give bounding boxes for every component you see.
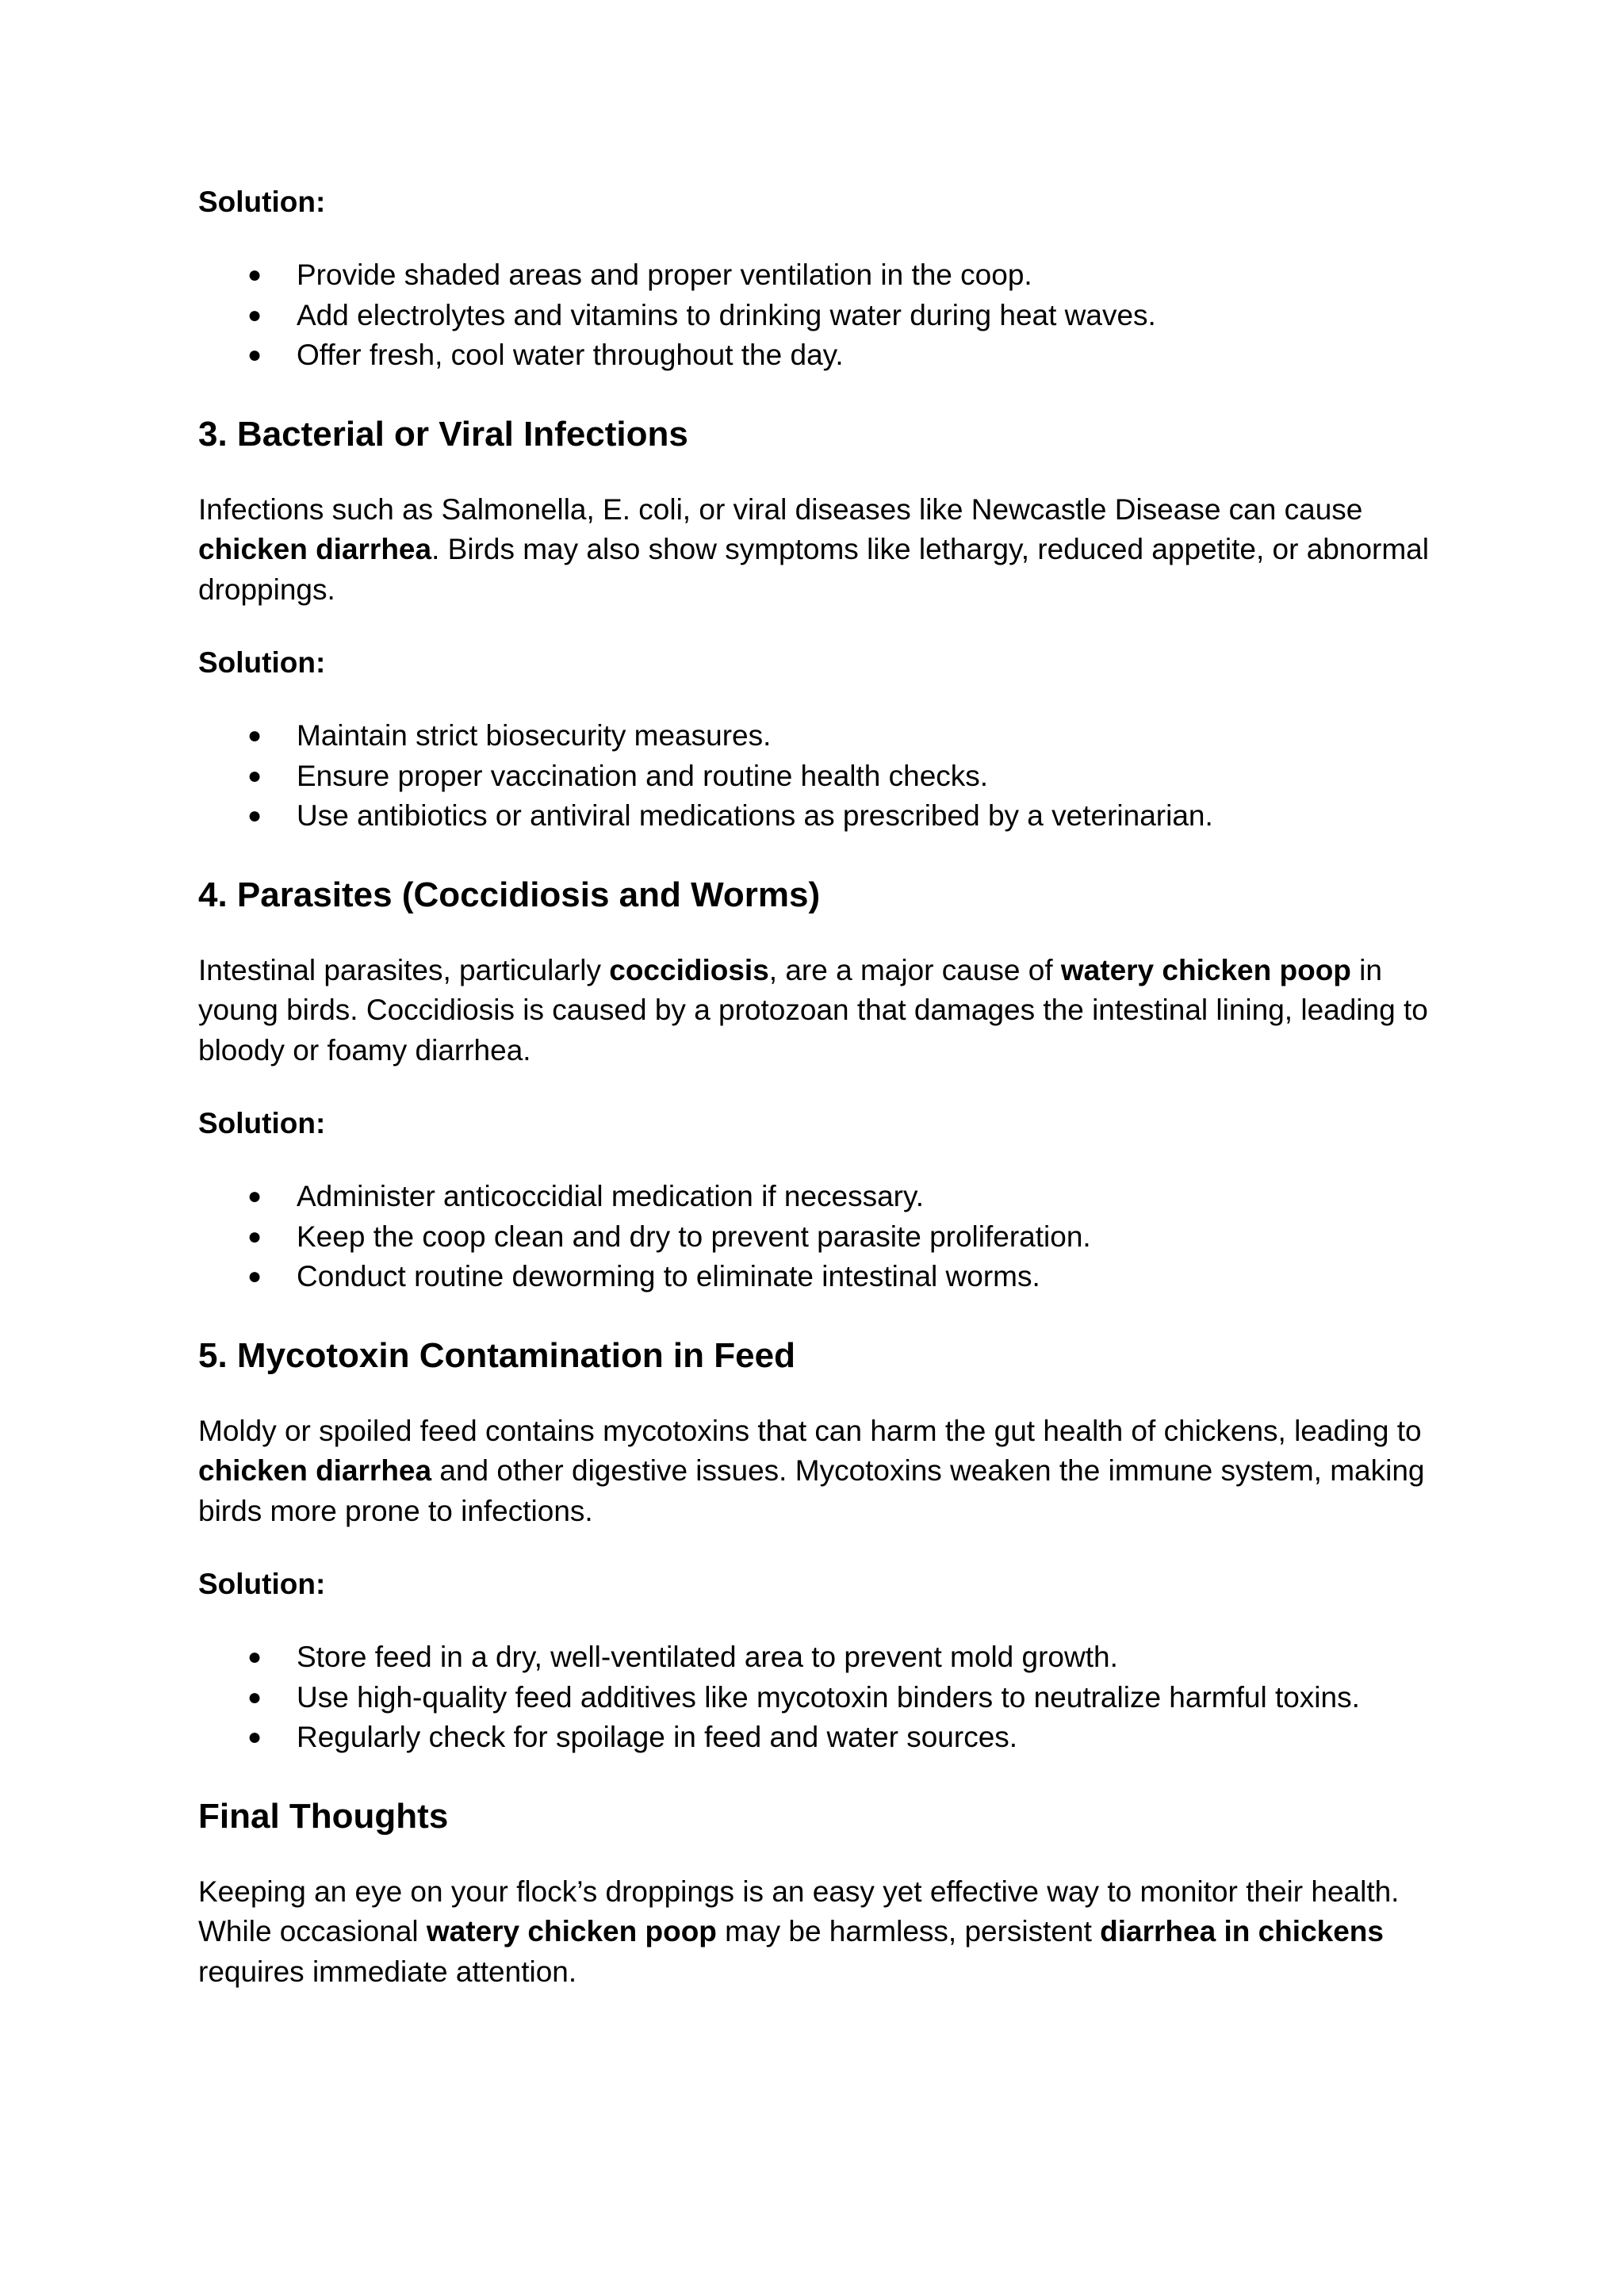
solution-label: Solution: bbox=[198, 1568, 326, 1600]
list-item-text: Administer anticoccidial medication if necessary. bbox=[297, 1180, 925, 1212]
section-heading: Final Thoughts bbox=[198, 1796, 449, 1836]
solution-list bbox=[198, 1637, 1451, 1758]
solution-label: Solution: bbox=[198, 646, 326, 679]
bullet-icon: ● bbox=[247, 1223, 262, 1250]
bullet-icon: ● bbox=[247, 342, 262, 368]
bold-keyword: chicken diarrhea bbox=[198, 533, 432, 565]
solution-list bbox=[198, 716, 1451, 837]
paragraph-text: requires immediate attention. bbox=[198, 1955, 577, 1988]
paragraph-text: . Birds may also show symptoms like lethargy, reduced appetite, or abnormal droppings. bbox=[198, 533, 1429, 606]
bullet-icon: ● bbox=[247, 1263, 262, 1289]
list-item-text: Conduct routine deworming to eliminate intestinal worms. bbox=[297, 1260, 1040, 1293]
bullet-icon: ● bbox=[247, 1644, 262, 1670]
body-paragraph bbox=[198, 490, 1451, 611]
list-item bbox=[198, 796, 1451, 837]
bold-keyword: coccidiosis bbox=[609, 953, 769, 986]
solution-label: Solution: bbox=[198, 186, 326, 218]
bullet-icon: ● bbox=[247, 1683, 262, 1710]
list-item-text: Add electrolytes and vitamins to drinking water during heat waves. bbox=[297, 298, 1156, 331]
list-item bbox=[198, 716, 1451, 756]
list-item-text: Ensure proper vaccination and routine health checks. bbox=[297, 759, 989, 792]
paragraph-text: and other digestive issues. Mycotoxins weaken the immune system, making birds more prone to infections. bbox=[198, 1454, 1425, 1527]
section-heading: 5. Mycotoxin Contamination in Feed bbox=[198, 1335, 795, 1375]
bold-keyword: chicken diarrhea bbox=[198, 1454, 432, 1487]
list-item-text: Offer fresh, cool water throughout the day. bbox=[297, 339, 844, 371]
bold-keyword: watery chicken poop bbox=[1060, 953, 1351, 986]
paragraph-text: Infections such as Salmonella, E. coli, or viral diseases like Newcastle Disease can cause bbox=[198, 492, 1363, 526]
document-page bbox=[198, 182, 1451, 1992]
list-item-text: Store feed in a dry, well-ventilated area to prevent mold growth. bbox=[297, 1641, 1118, 1673]
list-item-text: Keep the coop clean and dry to prevent parasite proliferation. bbox=[297, 1220, 1091, 1253]
paragraph-text: in young birds. Coccidiosis is caused by a protozoan that damages the intestinal lining, leading to bloody or foamy diarrhea. bbox=[198, 953, 1428, 1067]
section-heading: 3. Bacterial or Viral Infections bbox=[198, 414, 688, 454]
body-paragraph bbox=[198, 1872, 1451, 1993]
bullet-icon: ● bbox=[247, 722, 262, 749]
list-item-text: Maintain strict biosecurity measures. bbox=[297, 719, 772, 752]
list-item bbox=[198, 1257, 1451, 1297]
body-paragraph bbox=[198, 951, 1451, 1071]
list-item bbox=[198, 1637, 1451, 1678]
list-item-text: Use high-quality feed additives like mycotoxin binders to neutralize harmful toxins. bbox=[297, 1680, 1360, 1714]
paragraph-text: , are a major cause of bbox=[768, 953, 1061, 986]
solution-label: Solution: bbox=[198, 1107, 326, 1139]
bullet-icon: ● bbox=[247, 802, 262, 829]
list-item-text: Use antibiotics or antiviral medications as prescribed by a veterinarian. bbox=[297, 799, 1213, 832]
bullet-icon: ● bbox=[247, 1724, 262, 1750]
bullet-icon: ● bbox=[247, 262, 262, 288]
solution-list bbox=[198, 255, 1451, 376]
paragraph-text: may be harmless, persistent bbox=[716, 1915, 1101, 1947]
paragraph-text: Keeping an eye on your flock’s droppings is an easy yet effective way to monitor their health. While occasional bbox=[198, 1875, 1400, 1947]
body-paragraph bbox=[198, 1411, 1451, 1532]
paragraph-text: Moldy or spoiled feed contains mycotoxins that can harm the gut health of chickens, leading to bbox=[198, 1414, 1422, 1447]
list-item bbox=[198, 296, 1451, 336]
solution-list bbox=[198, 1177, 1451, 1297]
list-item-text: Regularly check for spoilage in feed and water sources. bbox=[297, 1721, 1018, 1753]
bold-keyword: watery chicken poop bbox=[426, 1915, 717, 1947]
paragraph-text: Intestinal parasites, particularly bbox=[198, 953, 610, 986]
list-item bbox=[198, 335, 1451, 376]
list-item bbox=[198, 255, 1451, 296]
list-item bbox=[198, 756, 1451, 797]
bullet-icon: ● bbox=[247, 301, 262, 328]
section-heading: 4. Parasites (Coccidiosis and Worms) bbox=[198, 875, 821, 914]
list-item-text: Provide shaded areas and proper ventilation in the coop. bbox=[297, 259, 1032, 291]
list-item bbox=[198, 1678, 1451, 1718]
list-item bbox=[198, 1217, 1451, 1258]
list-item bbox=[198, 1177, 1451, 1217]
list-item bbox=[198, 1718, 1451, 1758]
bold-keyword: diarrhea in chickens bbox=[1100, 1915, 1384, 1947]
bullet-icon: ● bbox=[247, 762, 262, 789]
bullet-icon: ● bbox=[247, 1183, 262, 1209]
